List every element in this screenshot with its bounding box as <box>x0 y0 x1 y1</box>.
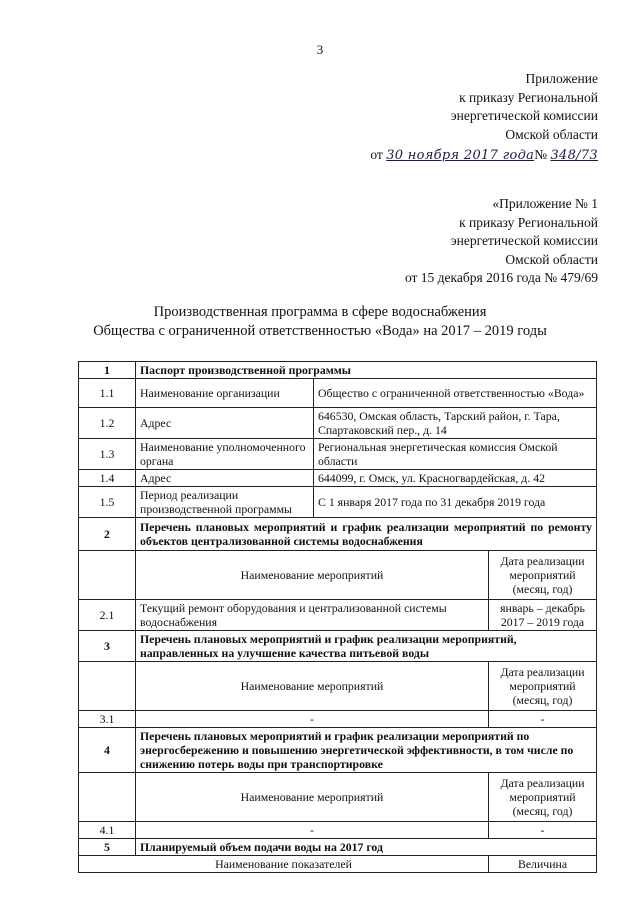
table-row <box>79 822 597 839</box>
row-value: Региональная энергетическая комиссия Омской области <box>314 439 597 470</box>
row-name: - <box>136 822 489 839</box>
row-date: - <box>489 711 597 728</box>
title-line-1: Производственная программа в сфере водоснабжения <box>153 304 487 320</box>
row-number: 1.5 <box>79 487 136 518</box>
section-title: Перечень плановых мероприятий и график реализации мероприятий, направленных на улучшение качества питьевой воды <box>136 631 597 662</box>
section-number: 3 <box>79 631 136 662</box>
row-name: Текущий ремонт оборудования и централизованной системы водоснабжения <box>136 600 489 631</box>
appendix-current <box>370 70 598 166</box>
section-title: Перечень плановых мероприятий и график реализации мероприятий по ремонту объектов централизованной системы водоснабжения <box>136 518 597 551</box>
table-row <box>79 600 597 631</box>
table-row <box>79 487 597 518</box>
section-number: 4 <box>79 728 136 773</box>
appendix-line: энергетической комиссии <box>450 233 598 248</box>
appendix-line: Приложение <box>525 71 598 86</box>
table-row <box>79 408 597 439</box>
table-header-row <box>79 551 597 600</box>
row-date: январь – декабрь 2017 – 2019 года <box>489 600 597 631</box>
appendix-line: Омской области <box>505 251 598 267</box>
row-number: 2.1 <box>79 600 136 631</box>
section-row <box>79 728 597 773</box>
table-header-row <box>79 856 597 873</box>
handwritten-date: 30 ноября 2017 года <box>386 148 535 163</box>
section-row <box>79 839 597 856</box>
table-row <box>79 470 597 487</box>
table-row <box>79 439 597 470</box>
row-number: 3.1 <box>79 711 136 728</box>
row-label: Адрес <box>136 470 314 487</box>
row-value: 646530, Омская область, Тарский район, г. Тара, Спартаковский пер., д. 14 <box>314 408 597 439</box>
title-line-2: Общества с ограниченной ответственностью «Вода» на 2017 – 2019 годы <box>93 323 547 339</box>
row-label: Адрес <box>136 408 314 439</box>
row-number: 4.1 <box>79 822 136 839</box>
column-header-indicator: Наименование показателей <box>79 856 489 873</box>
date-prefix: от <box>370 147 383 162</box>
row-date: - <box>489 822 597 839</box>
column-header-name: Наименование мероприятий <box>136 551 489 600</box>
appendix-line: к приказу Региональной <box>459 214 598 230</box>
appendix-line: «Приложение № 1 <box>492 196 598 211</box>
appendix-line: к приказу Региональной <box>459 89 598 105</box>
appendix-line: Омской области <box>505 126 598 142</box>
row-value: Общество с ограниченной ответственностью «Вода» <box>314 379 597 408</box>
row-number: 1.1 <box>79 379 136 408</box>
column-header-date: Дата реализации мероприятий (месяц, год) <box>489 551 597 600</box>
column-header-value: Величина <box>489 856 597 873</box>
section-title: Перечень плановых мероприятий и график реализации мероприятий по энергосбережению и повышению энергетической эффективности, в том числе по снижению потерь воды при транспортировке <box>136 728 597 773</box>
row-value: 644099, г. Омск, ул. Красногвардейская, д. 42 <box>314 470 597 487</box>
section-row <box>79 518 597 551</box>
number-prefix: № <box>534 147 548 162</box>
column-header-name: Наименование мероприятий <box>136 662 489 711</box>
appendix-date-line <box>370 146 598 166</box>
empty-cell <box>79 662 136 711</box>
row-value: С 1 января 2017 года по 31 декабря 2019 года <box>314 487 597 518</box>
section-title: Планируемый объем подачи воды на 2017 год <box>136 839 597 856</box>
page-number: 3 <box>316 42 324 57</box>
section-number: 5 <box>79 839 136 856</box>
table-row <box>79 379 597 408</box>
empty-cell <box>79 773 136 822</box>
passport-table <box>78 361 597 873</box>
row-label: Наименование уполномоченного органа <box>136 439 314 470</box>
section-row <box>79 631 597 662</box>
table-row <box>79 711 597 728</box>
section-row <box>79 362 597 379</box>
appendix-line: от 15 декабря 2016 года № 479/69 <box>404 270 598 285</box>
empty-cell <box>79 551 136 600</box>
appendix-original <box>405 195 598 288</box>
row-name: - <box>136 711 489 728</box>
section-number: 2 <box>79 518 136 551</box>
table-header-row <box>79 773 597 822</box>
handwritten-number: 348/73 <box>550 148 598 163</box>
row-number: 1.2 <box>79 408 136 439</box>
column-header-date: Дата реализации мероприятий (месяц, год) <box>489 773 597 822</box>
row-label: Период реализации производственной программы <box>136 487 314 518</box>
table-header-row <box>79 662 597 711</box>
column-header-name: Наименование мероприятий <box>136 773 489 822</box>
row-label: Наименование организации <box>136 379 314 408</box>
row-number: 1.3 <box>79 439 136 470</box>
column-header-date: Дата реализации мероприятий (месяц, год) <box>489 662 597 711</box>
section-title: Паспорт производственной программы <box>136 362 597 379</box>
section-number: 1 <box>79 362 136 379</box>
document-title <box>0 303 640 341</box>
row-number: 1.4 <box>79 470 136 487</box>
appendix-line: энергетической комиссии <box>450 108 598 123</box>
